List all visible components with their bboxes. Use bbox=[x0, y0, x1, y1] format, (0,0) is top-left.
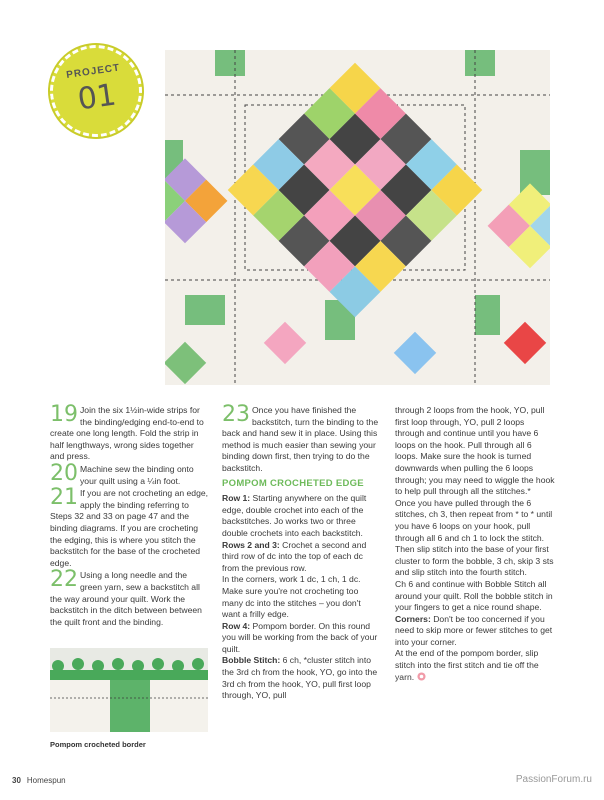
step-19 bbox=[50, 402, 210, 463]
magazine-name: Homespun bbox=[26, 776, 66, 785]
quilt-photo bbox=[165, 50, 550, 385]
bobble-paragraph bbox=[222, 655, 380, 701]
paragraph: Ch 6 and continue with Bobble Stitch all around your quilt. Roll the bobble stitch in your fingers to get a nice round shape. bbox=[395, 578, 553, 613]
row4-text: Pompom border. On this round you will be working from the back of your quilt. bbox=[222, 620, 378, 654]
page-footer bbox=[12, 776, 66, 785]
step-number: 23 bbox=[222, 402, 250, 427]
bobble-label: Bobble Stitch: bbox=[222, 655, 281, 666]
step-number: 19 bbox=[50, 402, 78, 427]
step-text: Join the six 1½in-wide strips for the binding/edging end-to-end to create one long length. Fold the strip in half lengthways, wrong sides together and press. bbox=[50, 405, 204, 462]
rows23-paragraph bbox=[222, 540, 380, 575]
step-21 bbox=[50, 485, 210, 569]
step-text: Once you have finished the backstitch, turn the binding to the back and hand sew it in place. Using this method is much easier than sewing your binding down first, then trying to do the backstitch. bbox=[222, 405, 379, 473]
corners-tip-paragraph bbox=[395, 614, 555, 649]
crochet-border-photo bbox=[50, 648, 208, 732]
step-20 bbox=[50, 460, 210, 487]
final-text: At the end of the pompom border, slip stitch into the first stitch and tie off the yarn. bbox=[395, 648, 539, 682]
corners-label: Corners: bbox=[395, 613, 431, 624]
column-2 bbox=[222, 402, 380, 702]
project-badge bbox=[44, 39, 148, 143]
paragraph: Then slip stitch into the base of your first cluster to form the bobble, 3 ch, skip 3 sts and slip stitch into the fourth stitch. bbox=[395, 544, 554, 578]
step-22 bbox=[50, 567, 210, 628]
row1-text: Starting anywhere on the quilt edge, double crochet into each of the backstitches. Jo works two or three double crochets into each backstitch. bbox=[222, 493, 367, 538]
step-number: 21 bbox=[50, 485, 78, 511]
badge-number: 01 bbox=[75, 77, 119, 118]
watermark: PassionForum.ru bbox=[515, 774, 592, 785]
corners-tip-text: Don't be too concerned if you need to skip more or fewer stitches to get into your corner. bbox=[395, 613, 553, 647]
section-heading: POMPOM CROCHETED EDGE bbox=[222, 477, 364, 489]
step-number: 20 bbox=[50, 460, 78, 486]
final-paragraph bbox=[395, 648, 555, 683]
row1-paragraph bbox=[222, 493, 380, 539]
badge-label: PROJECT bbox=[65, 62, 121, 81]
row1-label: Row 1: bbox=[222, 493, 251, 504]
row4-paragraph bbox=[222, 621, 380, 656]
row4-label: Row 4: bbox=[222, 620, 251, 631]
bobble-text: 6 ch, *cluster stitch into the 3rd ch from the hook, YO, go into the 3rd ch from the hook, YO, pull first loop through, YO, pull bbox=[222, 655, 378, 701]
paragraph: through 2 loops from the hook, YO, pull first loop through, YO, pull 2 loops through and continue until you have 6 loops on the hook. Pull through all 6 loops. Make sure the hook is turned downwards when pulling the 6 loops through; you may need to wiggle the hook to help pull through all the stitches.* bbox=[395, 405, 555, 497]
photo-caption: Pompom crocheted border bbox=[50, 740, 146, 749]
paragraph: Once you have pulled through the 6 stitches, ch 3, then repeat from * to * until you have 6 loops on your hook, pull through all 6 and ch 1 to lock the stitch. bbox=[395, 497, 553, 543]
step-number: 22 bbox=[50, 567, 78, 593]
spool-icon bbox=[417, 672, 426, 681]
page-number: 30 bbox=[12, 776, 21, 785]
step-text: Machine sew the binding onto your quilt using a ¼in foot. bbox=[80, 463, 194, 486]
step-text: If you are not crocheting an edge, apply the binding referring to Steps 32 and 33 on page 47 and the binding diagrams. If you are crocheting the edging, this is where you stitch the backstitch for the base of the crocheted edge. bbox=[50, 488, 209, 568]
column-3 bbox=[395, 405, 555, 683]
corners-paragraph: In the corners, work 1 dc, 1 ch, 1 dc. Make sure you're not crocheting too many dc into the stitches – you don't want a frilly edge. bbox=[222, 574, 361, 620]
rows23-text: Crochet a second and third row of dc into the top of each dc from the previous row. bbox=[222, 539, 367, 573]
step-23 bbox=[222, 402, 380, 475]
column-1 bbox=[50, 402, 210, 629]
step-text: Using a long needle and the green yarn, sew a backstitch all the way around your quilt. Work the backstitch in the ditch between between the quilt front and the binding. bbox=[50, 570, 202, 627]
rows23-label: Rows 2 and 3: bbox=[222, 539, 280, 550]
